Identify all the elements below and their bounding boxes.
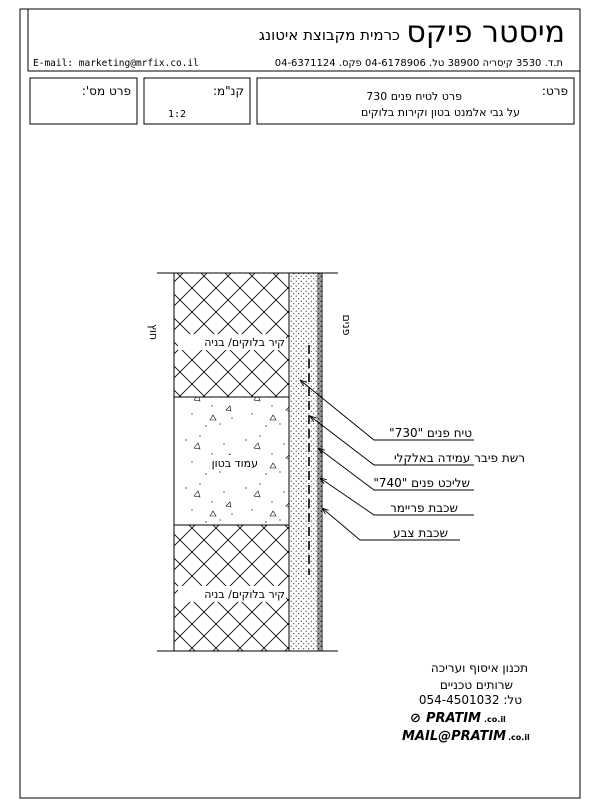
pratim-logo xyxy=(410,711,506,726)
title-block xyxy=(28,9,580,71)
outside-label: חוץ xyxy=(147,323,160,341)
inside-label: פנים xyxy=(340,314,353,336)
info-row xyxy=(30,78,574,124)
company-name: מיסטר פיקס xyxy=(406,15,565,50)
callout-label: שליכט פנים "740" xyxy=(373,476,470,490)
callout-group xyxy=(300,380,525,540)
footer-phone: טל: 054-4501032 xyxy=(418,693,522,707)
callout-label: שכבת צבע xyxy=(392,526,448,540)
callout-label: שכבת פריימר xyxy=(389,501,458,515)
footer-line1: תכנון איסוף ועריכה xyxy=(430,661,528,675)
mail-text: MAIL@PRATIM xyxy=(402,729,507,744)
concrete-column-label: עמוד בטון xyxy=(211,457,258,470)
block-wall-upper-label: קיר בלוקים/ בניה xyxy=(204,336,285,349)
callout-label: טיח פנים "730" xyxy=(389,426,472,440)
wall-section xyxy=(147,273,353,651)
footer-credits xyxy=(402,661,530,744)
mail-suffix: .co.il xyxy=(508,733,530,742)
scale-value: 1:2 xyxy=(168,109,187,120)
detail-line1: פרט לטיח פנים 730 xyxy=(366,90,462,103)
company-subtitle: כרמית מקבוצת איטונג xyxy=(258,26,400,44)
detail-label: פרט: xyxy=(541,84,568,98)
plaster-layer xyxy=(289,273,322,651)
company-email: E-mail: marketing@mrfix.co.il xyxy=(33,58,199,69)
block-wall-lower-label: קיר בלוקים/ בניה xyxy=(204,588,285,601)
footer-line2: שרותים טכניים xyxy=(439,678,513,692)
callout-label: רשת פיבר עמידה באלקלי xyxy=(393,451,525,465)
company-contact: ת.ד. 3530 קיסריה 38900 טל. 04-6178906 פקס. 04-6371124 xyxy=(274,58,563,69)
scale-label: קנ"מ: xyxy=(212,84,244,98)
number-label: פרט מס': xyxy=(81,84,131,98)
pratim-logo-icon: ⊘ xyxy=(410,711,421,726)
brand-text: PRATIM xyxy=(426,711,481,726)
brand-suffix: .co.il xyxy=(484,715,506,724)
detail-line2: על גבי אלמנט בטון וקירות בלוקים xyxy=(361,106,520,119)
